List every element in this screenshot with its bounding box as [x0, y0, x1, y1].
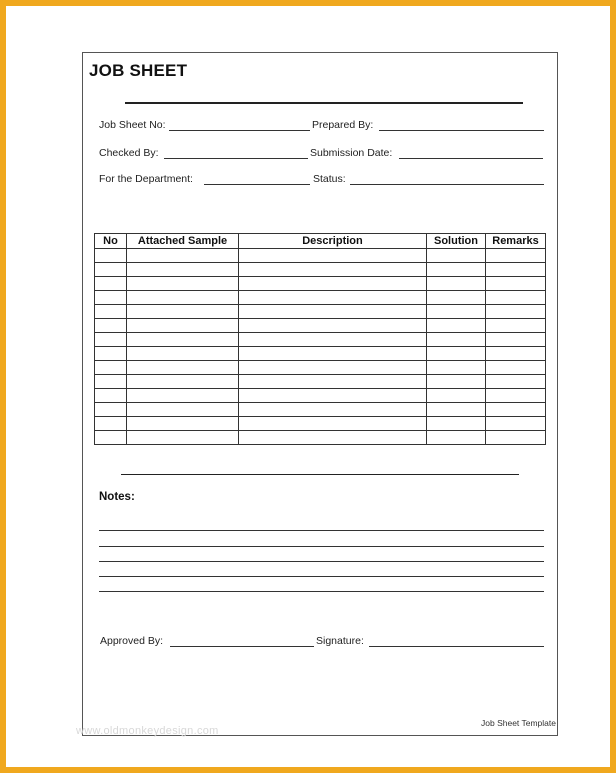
job-sheet-no-field[interactable] [169, 130, 310, 131]
table-row [95, 375, 546, 389]
table-row [95, 333, 546, 347]
table-cell[interactable] [127, 277, 239, 291]
table-cell[interactable] [239, 361, 427, 375]
table-cell[interactable] [427, 249, 486, 263]
table-cell[interactable] [486, 417, 546, 431]
prepared-by-label: Prepared By: [312, 119, 374, 131]
table-cell[interactable] [486, 333, 546, 347]
signature-label: Signature: [316, 635, 364, 647]
table-cell[interactable] [239, 277, 427, 291]
table-row [95, 291, 546, 305]
notes-line[interactable] [99, 546, 544, 547]
table-cell[interactable] [95, 277, 127, 291]
table-cell[interactable] [427, 347, 486, 361]
table-cell[interactable] [127, 347, 239, 361]
table-cell[interactable] [486, 291, 546, 305]
table-cell[interactable] [239, 291, 427, 305]
table-cell[interactable] [427, 263, 486, 277]
notes-line[interactable] [99, 576, 544, 577]
table-cell[interactable] [127, 431, 239, 445]
table-cell[interactable] [127, 263, 239, 277]
notes-line[interactable] [99, 561, 544, 562]
table-cell[interactable] [486, 263, 546, 277]
table-cell[interactable] [127, 389, 239, 403]
table-cell[interactable] [486, 347, 546, 361]
table-cell[interactable] [95, 389, 127, 403]
table-cell[interactable] [427, 375, 486, 389]
table-cell[interactable] [95, 347, 127, 361]
approved-by-label: Approved By: [100, 635, 164, 647]
table-cell[interactable] [486, 249, 546, 263]
table-cell[interactable] [486, 375, 546, 389]
table-row [95, 249, 546, 263]
table-cell[interactable] [427, 305, 486, 319]
table-header-row [95, 234, 546, 249]
table-cell[interactable] [239, 431, 427, 445]
table-cell[interactable] [95, 291, 127, 305]
table-cell[interactable] [95, 361, 127, 375]
table-cell[interactable] [239, 417, 427, 431]
checked-by-field[interactable] [164, 158, 308, 159]
table-cell[interactable] [95, 319, 127, 333]
table-cell[interactable] [95, 431, 127, 445]
job-sheet-document [82, 52, 558, 736]
footer-caption: Job Sheet Template [481, 718, 556, 728]
table-cell[interactable] [239, 249, 427, 263]
notes-line[interactable] [99, 530, 544, 531]
table-row [95, 347, 546, 361]
table-cell[interactable] [127, 305, 239, 319]
table-cell[interactable] [127, 361, 239, 375]
table-cell[interactable] [427, 361, 486, 375]
column-header-description: Description [239, 234, 427, 249]
table-cell[interactable] [486, 277, 546, 291]
table-cell[interactable] [239, 263, 427, 277]
table-row [95, 361, 546, 375]
submission-date-label: Submission Date: [310, 147, 393, 159]
table-cell[interactable] [486, 431, 546, 445]
prepared-by-field[interactable] [379, 130, 544, 131]
table-cell[interactable] [427, 403, 486, 417]
table-cell[interactable] [239, 375, 427, 389]
status-field[interactable] [350, 184, 544, 185]
notes-divider [121, 474, 519, 475]
table-row [95, 403, 546, 417]
table-row [95, 263, 546, 277]
table-cell[interactable] [427, 431, 486, 445]
table-row [95, 417, 546, 431]
job-sheet-no-label: Job Sheet No: [99, 119, 166, 131]
table-cell[interactable] [427, 277, 486, 291]
table-cell[interactable] [427, 319, 486, 333]
table-cell[interactable] [427, 389, 486, 403]
table-cell[interactable] [127, 417, 239, 431]
table-cell[interactable] [127, 333, 239, 347]
table-cell[interactable] [239, 403, 427, 417]
table-body [95, 249, 546, 445]
status-label: Status: [313, 173, 346, 185]
table-cell[interactable] [486, 403, 546, 417]
table-cell[interactable] [427, 291, 486, 305]
table-cell[interactable] [239, 389, 427, 403]
table-cell[interactable] [127, 403, 239, 417]
table-cell[interactable] [486, 389, 546, 403]
table-cell[interactable] [427, 333, 486, 347]
table-cell[interactable] [95, 249, 127, 263]
watermark: www.oldmonkeydesign.com [76, 725, 219, 737]
table-cell[interactable] [127, 319, 239, 333]
table-cell[interactable] [486, 305, 546, 319]
document-title: JOB SHEET [89, 61, 188, 80]
notes-label: Notes: [99, 491, 135, 503]
table-cell[interactable] [427, 417, 486, 431]
column-header-no: No [95, 234, 127, 249]
column-header-remarks: Remarks [486, 234, 546, 249]
table-cell[interactable] [127, 249, 239, 263]
table-cell[interactable] [486, 319, 546, 333]
table-row [95, 389, 546, 403]
table-cell[interactable] [95, 333, 127, 347]
table-cell[interactable] [95, 305, 127, 319]
table-row [95, 431, 546, 445]
table-cell[interactable] [127, 375, 239, 389]
table-cell[interactable] [486, 361, 546, 375]
table-row [95, 305, 546, 319]
department-field[interactable] [204, 184, 310, 185]
approved-by-field[interactable] [170, 646, 314, 647]
table-cell[interactable] [239, 319, 427, 333]
column-header-solution: Solution [427, 234, 486, 249]
table-cell[interactable] [239, 305, 427, 319]
submission-date-field[interactable] [399, 158, 543, 159]
title-divider [125, 102, 523, 104]
table-cell[interactable] [127, 291, 239, 305]
column-header-attached-sample: Attached Sample [127, 234, 239, 249]
table-row [95, 277, 546, 291]
table-cell[interactable] [239, 347, 427, 361]
table-cell[interactable] [95, 403, 127, 417]
checked-by-label: Checked By: [99, 147, 159, 159]
table-cell[interactable] [95, 263, 127, 277]
department-label: For the Department: [99, 173, 193, 185]
signature-field[interactable] [369, 646, 544, 647]
table-cell[interactable] [95, 417, 127, 431]
table-cell[interactable] [95, 375, 127, 389]
notes-line[interactable] [99, 591, 544, 592]
table-cell[interactable] [239, 333, 427, 347]
table-row [95, 319, 546, 333]
samples-table [94, 233, 546, 445]
